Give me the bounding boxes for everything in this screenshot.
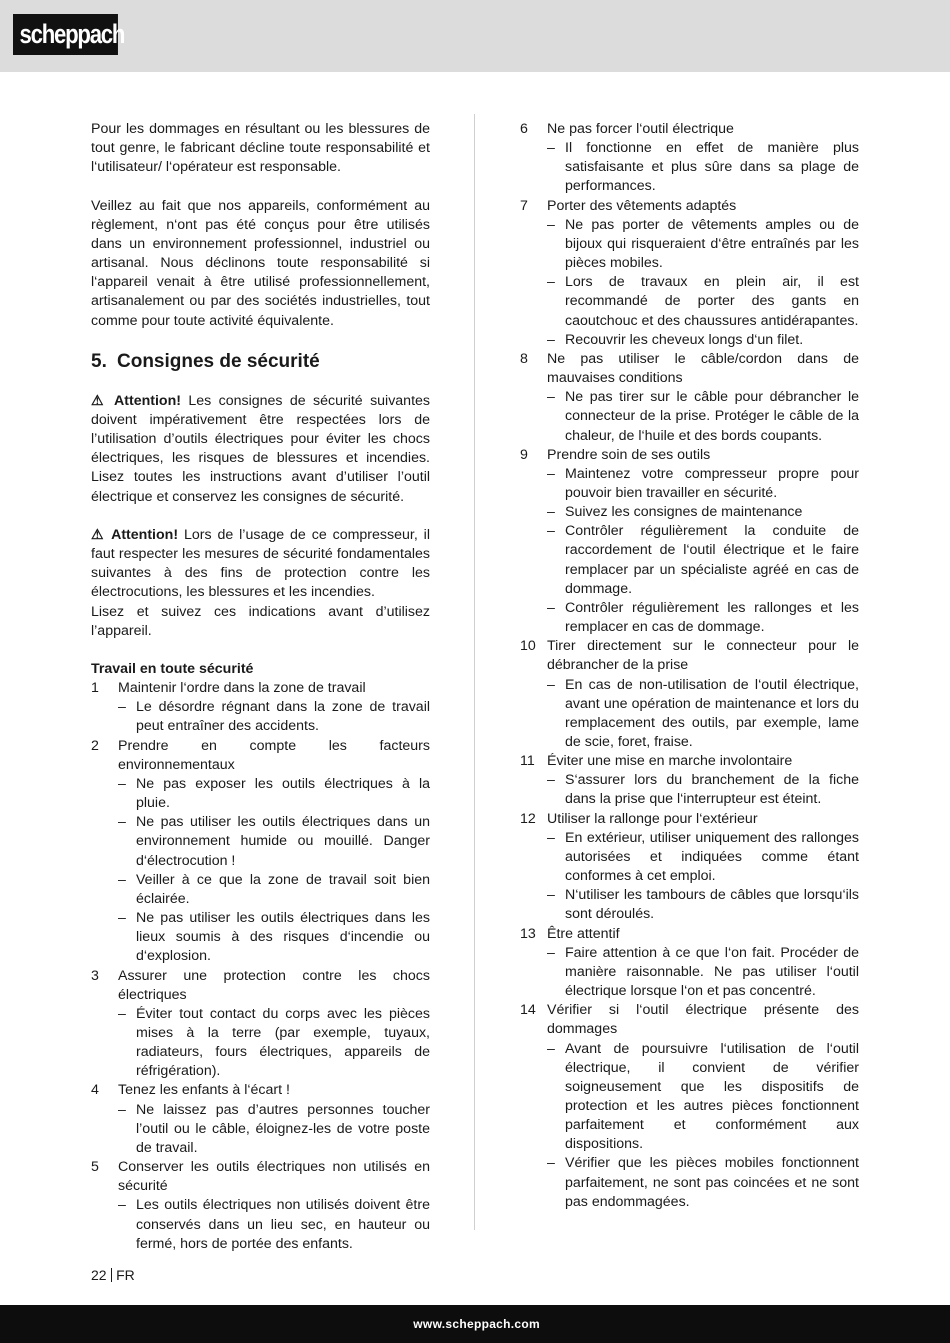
sub-item bbox=[91, 813, 430, 870]
item-number: 2 bbox=[91, 737, 99, 754]
dash-bullet: – bbox=[118, 699, 126, 716]
dash-bullet: – bbox=[547, 465, 555, 482]
sub-item-text: Recouvrir les cheveux longs d‘un filet. bbox=[565, 331, 804, 348]
dash-bullet: – bbox=[547, 274, 555, 291]
item-text: Prendre en compte les facteurs environnementaux bbox=[118, 737, 430, 773]
sub-item bbox=[520, 771, 859, 809]
dash-bullet: – bbox=[547, 944, 555, 961]
dash-bullet: – bbox=[547, 599, 555, 616]
language-code: FR bbox=[116, 1267, 135, 1283]
header-bar bbox=[0, 0, 950, 72]
item-number: 1 bbox=[91, 680, 99, 697]
dash-bullet: – bbox=[118, 1005, 126, 1022]
right-column bbox=[520, 120, 859, 1212]
dash-bullet: – bbox=[547, 829, 555, 846]
sub-item bbox=[91, 775, 430, 813]
sub-item-text: Suivez les consignes de maintenance bbox=[565, 504, 803, 521]
dash-bullet: – bbox=[547, 887, 555, 904]
sub-item-text: Lors de travaux en plein air, il est recommandé de porter des gants en caoutchouc et des chaussures antidérapantes. bbox=[565, 274, 859, 329]
list-item bbox=[91, 967, 430, 1005]
website-link[interactable]: www.scheppach.com bbox=[413, 1317, 540, 1331]
sub-item bbox=[520, 503, 859, 522]
sub-item bbox=[91, 1196, 430, 1253]
dash-bullet: – bbox=[118, 814, 126, 831]
warning-2 bbox=[91, 526, 430, 603]
item-number: 8 bbox=[520, 350, 528, 367]
list-item bbox=[520, 925, 859, 944]
sub-item-text: Ne pas porter de vêtements amples ou de bijoux qui risqueraient d‘être entraînés par les pièces mobiles. bbox=[565, 216, 859, 272]
list-item bbox=[520, 752, 859, 771]
dash-bullet: – bbox=[547, 389, 555, 406]
column-divider bbox=[474, 114, 475, 1230]
item-text: Assurer une protection contre les chocs électriques bbox=[118, 967, 430, 1003]
section-heading bbox=[91, 350, 430, 374]
sub-item bbox=[91, 698, 430, 736]
sub-item-text: Ne pas utiliser les outils électriques dans un environnement humide ou mouillé. Danger d‘électrocution ! bbox=[136, 814, 430, 869]
separator bbox=[111, 1268, 113, 1282]
left-column bbox=[91, 120, 430, 1254]
sub-item bbox=[520, 944, 859, 1001]
section-title: Consignes de sécurité bbox=[117, 350, 320, 372]
subheading: Travail en toute sécurité bbox=[91, 661, 254, 677]
list-item bbox=[520, 120, 859, 139]
item-text: Être attentif bbox=[547, 925, 620, 942]
dash-bullet: – bbox=[118, 1101, 126, 1118]
item-text: Utiliser la rallonge pour l‘extérieur bbox=[547, 810, 758, 827]
sub-item-text: Ne pas tirer sur le câble pour débrancher le connecteur de la prise. Protéger le câble de la chaleur, de l‘huile et des bords coupants. bbox=[565, 389, 859, 444]
sub-item-text: Maintenez votre compresseur propre pour pouvoir bien travailler en sécurité. bbox=[565, 465, 859, 501]
sub-item-text: Ne laissez pas d’autres personnes toucher l’outil ou le câble, éloignez-les de votre poste de travail. bbox=[136, 1101, 430, 1156]
dash-bullet: – bbox=[118, 910, 126, 927]
warning-text: Les consignes de sécurité suivantes doivent impérativement être respectées lors de l’utilisation d’outils électriques pour éviter les chocs électriques, les risques de blessures et incendies. Lisez toutes les instructions avant d’utiliser l’outil électrique et conservez les consignes de sécurité. bbox=[91, 392, 431, 505]
item-text: Vérifier si l‘outil électrique présente des dommages bbox=[547, 1002, 859, 1038]
dash-bullet: – bbox=[547, 331, 555, 348]
list-item bbox=[520, 446, 859, 465]
item-text: Maintenir l‘ordre dans la zone de travail bbox=[118, 680, 366, 697]
list-item bbox=[520, 1001, 859, 1039]
sub-item-text: Ne pas utiliser les outils électriques dans les lieux soumis à des risques d‘incendie ou d‘explosion. bbox=[136, 910, 430, 965]
sub-item-text: En extérieur, utiliser uniquement des rallonges autorisées et indiquées comme étant conformes à cet emploi. bbox=[565, 829, 859, 885]
item-number: 5 bbox=[91, 1159, 99, 1176]
item-number: 13 bbox=[520, 925, 536, 942]
safety-list-left bbox=[91, 679, 430, 1254]
sub-item bbox=[91, 871, 430, 909]
item-text: Tenez les enfants à l‘écart ! bbox=[118, 1082, 290, 1099]
sub-item bbox=[520, 522, 859, 599]
sub-item-text: Contrôler régulièrement les rallonges et les remplacer en cas de dommage. bbox=[565, 599, 859, 636]
sub-item bbox=[520, 1040, 859, 1155]
sub-item bbox=[520, 273, 859, 330]
dash-bullet: – bbox=[547, 1040, 555, 1057]
item-number: 6 bbox=[520, 121, 528, 137]
item-text: Ne pas forcer l‘outil électrique bbox=[547, 121, 734, 137]
item-number: 7 bbox=[520, 197, 528, 214]
dash-bullet: – bbox=[547, 1155, 555, 1172]
dash-bullet: – bbox=[118, 871, 126, 888]
sub-item bbox=[91, 1101, 430, 1158]
dash-bullet: – bbox=[118, 1197, 126, 1214]
sub-item-text: Éviter tout contact du corps avec les pièces mises à la terre (par exemple, tuyaux, radiateurs, fours électriques, appareils de réfrigération). bbox=[136, 1005, 430, 1080]
sub-item bbox=[91, 909, 430, 966]
sub-item-text: S‘assurer lors du branchement de la fiche dans la prise que l‘interrupteur est éteint. bbox=[565, 772, 859, 808]
item-text: Prendre soin de ses outils bbox=[547, 446, 711, 463]
list-item bbox=[520, 810, 859, 829]
sub-item bbox=[520, 331, 859, 350]
sub-item-text: En cas de non-utilisation de l‘outil électrique, avant une opération de maintenance et lors du remplacement des outils, par exemple, lame de scie, foret, fraise. bbox=[565, 676, 859, 750]
sub-item bbox=[520, 676, 859, 753]
sub-item-text: Les outils électriques non utilisés doivent être conservés dans un lieu sec, en hauteur ou fermé, hors de portée des enfants. bbox=[136, 1197, 430, 1252]
dash-bullet: – bbox=[118, 775, 126, 792]
list-item bbox=[520, 350, 859, 388]
item-number: 3 bbox=[91, 967, 99, 984]
list-item bbox=[520, 197, 859, 216]
warning-label: ⚠ Attention! bbox=[91, 526, 179, 543]
sub-item-text: Le désordre régnant dans la zone de travail peut entraîner des accidents. bbox=[136, 699, 430, 735]
sub-item-text: Faire attention à ce que l‘on fait. Procéder de manière raisonnable. Ne pas utiliser l‘outil électrique lorsque l‘on et pas concentré. bbox=[565, 944, 859, 1000]
safety-list-right bbox=[520, 120, 859, 1212]
dash-bullet: – bbox=[547, 140, 555, 157]
warning-label: ⚠ Attention! bbox=[91, 392, 181, 409]
list-item bbox=[91, 679, 430, 698]
list-item bbox=[91, 1081, 430, 1100]
item-number: 10 bbox=[520, 638, 536, 655]
item-number: 12 bbox=[520, 810, 536, 827]
item-text: Ne pas utiliser le câble/cordon dans de mauvaises conditions bbox=[547, 350, 859, 387]
brand-logo: scheppach bbox=[13, 14, 118, 55]
sub-item bbox=[520, 1154, 859, 1211]
sub-item bbox=[520, 388, 859, 445]
dash-bullet: – bbox=[547, 504, 555, 521]
sub-item bbox=[520, 886, 859, 924]
sub-item bbox=[91, 1005, 430, 1082]
item-number: 11 bbox=[520, 753, 535, 770]
sub-item-text: Avant de poursuivre l‘utilisation de l‘outil électrique, il convient de vérifier soigneusement que les dispositifs de protection et les autres pièces fonctionnent parfaitement et conformément aux dispositions. bbox=[565, 1040, 859, 1153]
sub-item-text: Contrôler régulièrement la conduite de raccordement de l‘outil électrique et le faire remplacer par un spécialiste agréé en cas de dommage. bbox=[565, 523, 859, 597]
sub-item-text: Vérifier que les pièces mobiles fonctionnent parfaitement, ne sont pas coincées et ne sont pas endommagées. bbox=[565, 1155, 859, 1210]
dash-bullet: – bbox=[547, 676, 555, 693]
item-number: 14 bbox=[520, 1002, 536, 1019]
item-text: Tirer directement sur le connecteur pour le débrancher de la prise bbox=[547, 638, 859, 674]
page-footer bbox=[91, 1266, 135, 1284]
warning-text: Lors de l’usage de ce compresseur, il faut respecter les mesures de sécurité fondamentales suivantes à des fins de protection contre les électrocutions, les blessures et les incendies. bbox=[91, 526, 430, 601]
sub-item bbox=[520, 465, 859, 503]
item-text: Éviter une mise en marche involontaire bbox=[547, 753, 793, 770]
section-number: 5. bbox=[91, 350, 107, 372]
sub-item-text: Il fonctionne en effet de manière plus satisfaisante et plus sûre dans sa plage de performances. bbox=[565, 140, 859, 195]
sub-item-text: Veiller à ce que la zone de travail soit bien éclairée. bbox=[136, 871, 430, 907]
warning-1 bbox=[91, 392, 430, 507]
dash-bullet: – bbox=[547, 523, 555, 540]
sub-item bbox=[520, 599, 859, 637]
dash-bullet: – bbox=[547, 216, 555, 233]
dash-bullet: – bbox=[547, 772, 555, 789]
sub-item bbox=[520, 216, 859, 273]
page-number: 22 bbox=[91, 1267, 107, 1283]
footer-bar bbox=[0, 1305, 950, 1343]
item-number: 9 bbox=[520, 446, 528, 463]
paragraph-liability: Pour les dommages en résultant ou les blessures de tout genre, le fabricant décline toute responsabilité et l‘utilisateur/ l‘opérateur est responsable. bbox=[91, 121, 430, 176]
list-item bbox=[520, 637, 859, 675]
paragraph-use: Veillez au fait que nos appareils, conformément au règlement, n‘ont pas été conçus pour être utilisés dans un environnement professionnel, industriel ou artisanal. Nous déclinons toute responsabilité si l‘appareil venait à être utilisé professionnellement, artisanalement ou par des sociétés industrielles, tout comme pour toute activité équivalente. bbox=[91, 197, 430, 329]
item-text: Porter des vêtements adaptés bbox=[547, 197, 737, 214]
item-number: 4 bbox=[91, 1082, 99, 1099]
sub-item bbox=[520, 829, 859, 886]
sub-item-text: N‘utiliser les tambours de câbles que lorsqu‘ils sont déroulés. bbox=[565, 887, 859, 923]
item-text: Conserver les outils électriques non utilisés en sécurité bbox=[118, 1159, 430, 1195]
warning-2-followup: Lisez et suivez ces indications avant d’utilisez l’appareil. bbox=[91, 603, 430, 639]
sub-item bbox=[520, 139, 859, 196]
list-item bbox=[91, 737, 430, 775]
list-item bbox=[91, 1158, 430, 1196]
sub-item-text: Ne pas exposer les outils électriques à la pluie. bbox=[136, 775, 430, 812]
